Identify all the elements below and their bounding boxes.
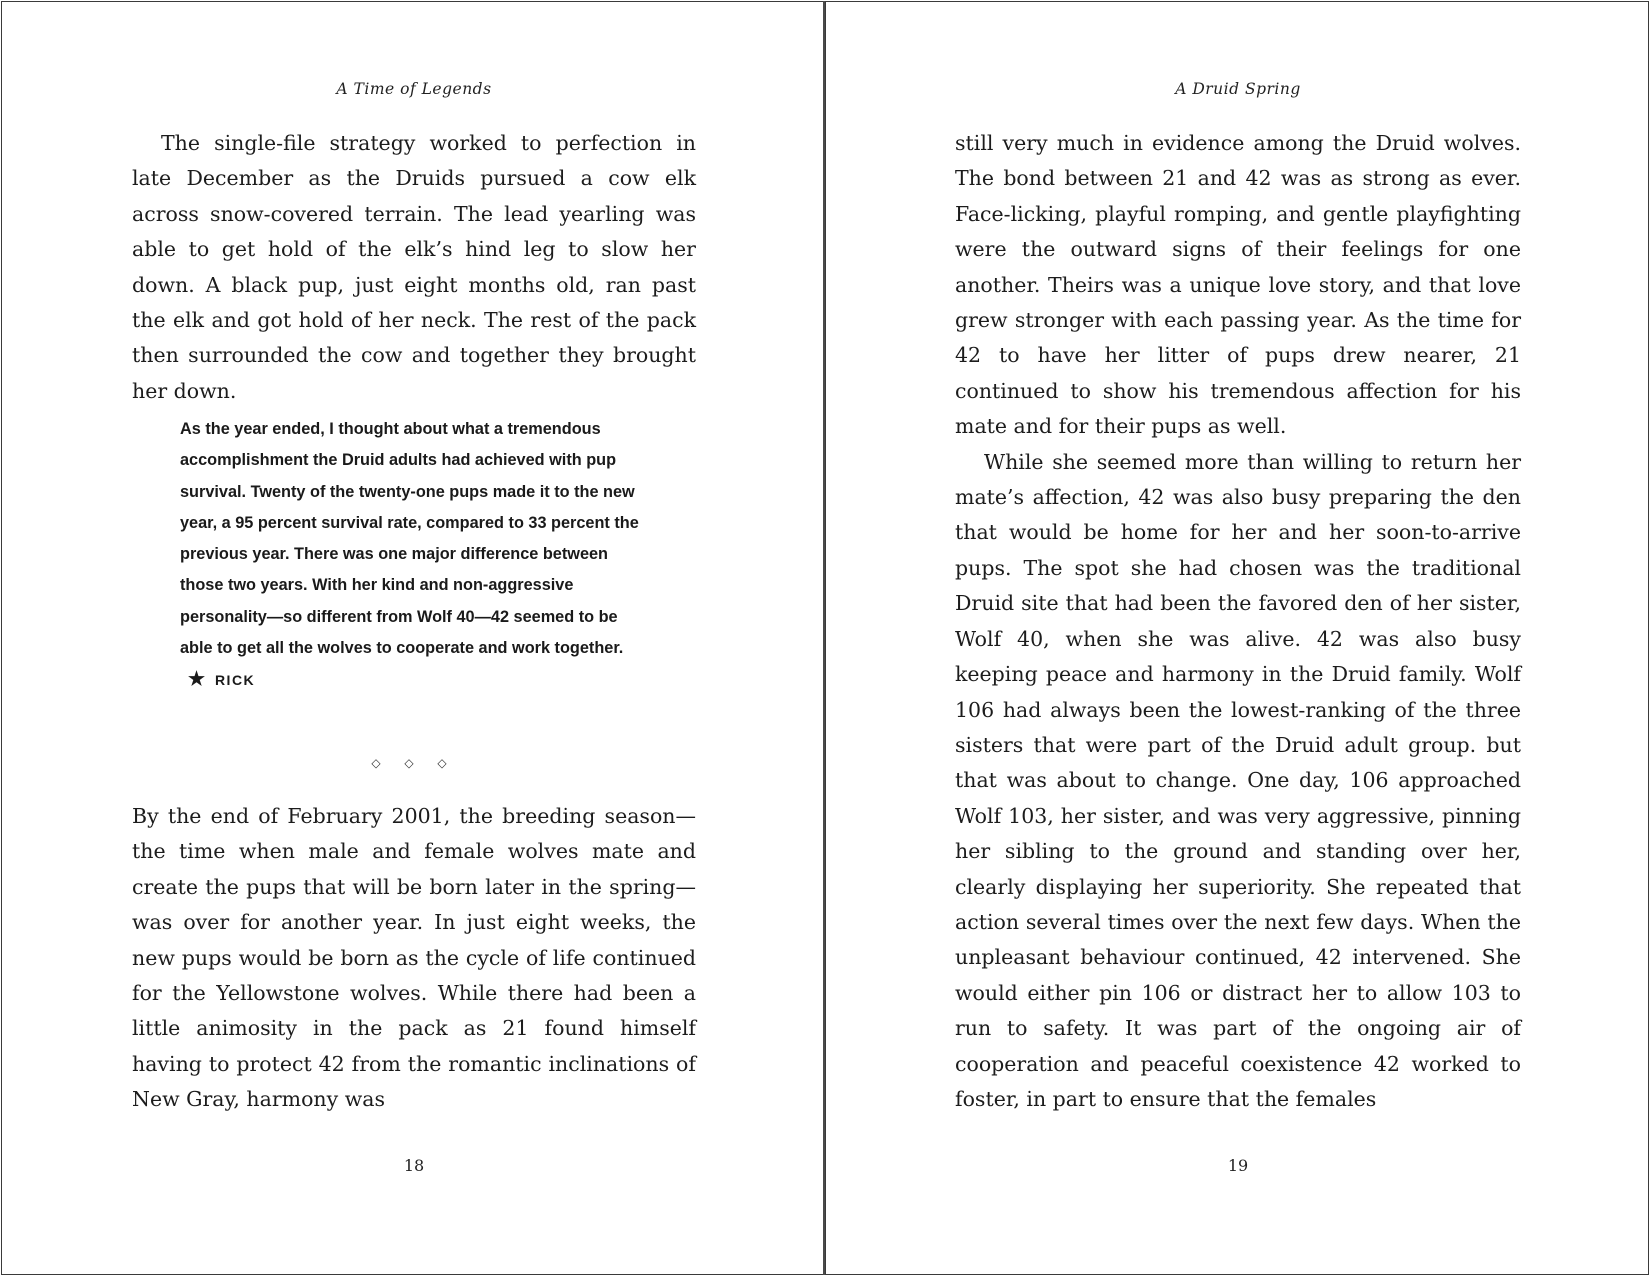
paragraph: By the end of February 2001, the breeding season—the time when male and female wolves mate and create the pups that will be born later in the spring—was over for another year. In just eight weeks, the new pups would be born as the cycle of life continued for the Yellowstone wolves. While there had been a little animosity in the pack as 21 found himself having to protect 42 from the romantic inclinations of New Gray, harmony was (132, 804, 696, 1112)
star-icon: ★ (188, 669, 207, 691)
right-page (825, 1, 1649, 1275)
note-signature (188, 664, 255, 696)
sidebar-note (180, 414, 650, 697)
running-head-left: A Time of Legends (336, 80, 492, 98)
left-page (1, 1, 825, 1275)
running-head-right: A Druid Spring (1175, 80, 1301, 98)
section-break-ornament: ◇ ◇ ◇ (371, 756, 457, 770)
paragraph: While she seemed more than willing to return her mate’s affection, 42 was also busy preparing the den that would be home for her and her soon-to-arrive pups. The spot she had chosen was the traditional Druid site that had been the favored den of her sister, Wolf 40, when she was alive. 42 was also busy keeping peace and harmony in the Druid family. Wolf 106 had always been the lowest-ranking of the three sisters that were part of the Druid adult group. but that was about to change. One day, 106 approached Wolf 103, her sister, and was very aggressive, pinning her sibling to the ground and standing over her, clearly displaying her superiority. She repeated that action several times over the next few days. When the unpleasant behaviour continued, 42 intervened. She would either pin 106 or distract her to allow 103 to run to safety. It was part of the ongoing air of cooperation and peaceful coexistence 42 worked to foster, in part to ensure that the females (955, 449, 1521, 1111)
page-number-right: 19 (1227, 1156, 1249, 1175)
signature-name: RICK (214, 672, 256, 689)
note-text: As the year ended, I thought about what a tremendous accomplishment the Druid adults had achieved with pup survival. Twenty of the twenty-one pups made it to the new year, a 95 percent survival rate, compared to 33 percent the previous year. There was one major difference between those two years. With her kind and non-aggressive personality—so different from Wolf 40—42 seemed to be able to get all the wolves to cooperate and work together. (180, 420, 639, 658)
right-text-block (955, 126, 1521, 1117)
left-text-block-bottom (132, 799, 696, 1118)
left-text-block-top (132, 126, 696, 409)
page-number-left: 18 (403, 1156, 425, 1175)
paragraph: The single-file strategy worked to perfection in late December as the Druids pursued a cow elk across snow-covered terrain. The lead yearling was able to get hold of the elk’s hind leg to slow her down. A black pup, just eight months old, ran past the elk and got hold of her neck. The rest of the pack then surrounded the cow and together they brought her down. (132, 131, 696, 403)
paragraph: still very much in evidence among the Druid wolves. The bond between 21 and 42 was as strong as ever. Face-licking, playful romping, and gentle playfighting were the outward signs of their feelings for one another. Theirs was a unique love story, and that love grew stronger with each passing year. As the time for 42 to have her litter of pups drew nearer, 21 continued to show his tremendous affection for his mate and for their pups as well. (955, 131, 1521, 439)
